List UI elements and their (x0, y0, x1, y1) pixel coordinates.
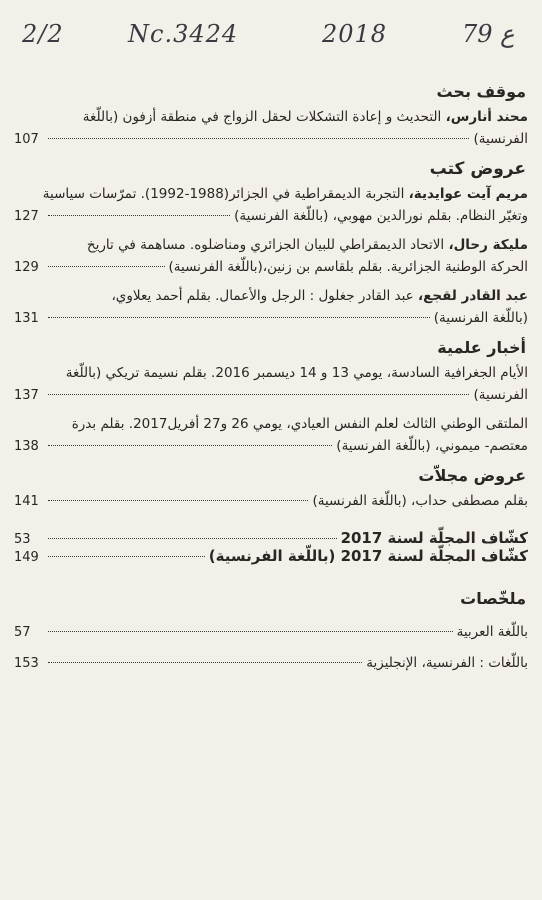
page-number: 137 (14, 388, 39, 403)
entry-line-1 (14, 234, 528, 256)
summary-entry (14, 652, 528, 675)
toc-entry (14, 285, 528, 330)
entry-title-cont: (باللّغة الفرنسية) (433, 310, 528, 326)
page-number: 131 (14, 311, 39, 326)
entry-line-1 (14, 285, 528, 307)
index-entry-title: كشّاف المجلّة لسنة 2017 (باللّغة الفرنسية) (208, 547, 528, 565)
table-of-contents (14, 80, 528, 675)
handwritten-year: 2018 (322, 20, 388, 48)
entry-line-2 (14, 490, 528, 513)
dot-leader (48, 215, 230, 216)
entry-author: مليكة رحال، (448, 237, 528, 253)
entry-line-2 (14, 205, 528, 228)
dot-leader (48, 662, 362, 663)
page-number: 107 (14, 132, 39, 147)
dot-leader (48, 556, 205, 557)
entry-line-1: الأيام الجغرافية السادسة، يومي 13 و 14 ديسمبر 2016. بقلم نسيمة تريكي (باللّغة (65, 365, 528, 381)
spacer (14, 565, 528, 587)
entry-title: عبد القادر جغلول : الرجل والأعمال. بقلم أحمد يعلاوي، (111, 288, 419, 304)
entry-line-1 (14, 106, 528, 128)
index-entry (14, 529, 528, 547)
dot-leader (48, 317, 430, 318)
handwritten-note-right: 79 ع (462, 20, 515, 48)
dot-leader (48, 538, 337, 539)
entry-line-2 (14, 435, 528, 458)
handwritten-reference: Nc.3424 (128, 20, 239, 48)
page-number: 53 (14, 532, 31, 547)
index-entry (14, 547, 528, 565)
section-research (14, 80, 528, 151)
entry-line-2 (14, 256, 528, 279)
section-title: عروض كتب (429, 159, 526, 179)
dot-leader (48, 394, 469, 395)
entry-title: التجربة الديمقراطية في الجزائر(1988-1992). تمرّسات سياسية (42, 186, 409, 202)
page-number: 129 (14, 260, 39, 275)
summary-entry-title: باللّغات : الفرنسية، الإنجليزية (366, 655, 528, 671)
section-book-reviews (14, 157, 528, 330)
dot-leader (48, 266, 165, 267)
page-number: 149 (14, 550, 39, 565)
entry-author: مريم آيت عوايدية، (408, 186, 528, 202)
index-entry-title: كشّاف المجلّة لسنة 2017 (340, 529, 528, 547)
page-number: 141 (14, 494, 39, 509)
entry-line-1: الملتقى الوطني الثالث لعلم النفس العيادي، يومي 26 و27 أفريل2017. بقلم بدرة (71, 416, 528, 432)
entry-title-cont: وتغيّر النظام. بقلم نورالدين مهوبي، (باللّغة الفرنسية) (234, 208, 528, 224)
dot-leader (48, 138, 469, 139)
entry-title: الاتحاد الديمقراطي للبيان الجزائري ومناضلوه. مساهمة في تاريخ (86, 237, 449, 253)
entry-line-2 (14, 307, 528, 330)
section-scientific-news (14, 336, 528, 458)
page-number: 57 (14, 625, 31, 640)
toc-entry (14, 362, 528, 407)
dot-leader (48, 445, 332, 446)
page-number: 138 (14, 439, 39, 454)
toc-entry (14, 106, 528, 151)
section-title: أخبار علمية (437, 338, 526, 357)
entry-title-cont: بقلم مصطفى حداب، (باللّغة الفرنسية) (312, 493, 528, 509)
section-title: ملخّصات (460, 589, 526, 608)
page-number: 127 (14, 209, 39, 224)
toc-entry (14, 183, 528, 228)
entry-author: عبد القادر لقجع، (418, 288, 528, 304)
dot-leader (48, 500, 308, 501)
entry-line-2 (14, 128, 528, 151)
entry-author: محند أنارس، (445, 109, 528, 125)
spacer (14, 611, 528, 621)
entry-title: التحديث و إعادة التشكلات لحقل الزواج في منطقة أزفون (باللّغة (82, 109, 446, 125)
summary-entry (14, 621, 528, 644)
section-title: عروض مجلاّت (418, 466, 526, 485)
section-journal-reviews (14, 464, 528, 513)
page-number: 153 (14, 656, 39, 671)
dot-leader (48, 631, 453, 632)
entry-title-cont: الحركة الوطنية الجزائرية. بقلم بلقاسم بن زنين،(باللّغة الفرنسية) (168, 259, 528, 275)
entry-title-cont: الفرنسية) (473, 131, 528, 147)
toc-entry (14, 234, 528, 279)
section-summaries (14, 587, 528, 675)
spacer (14, 519, 528, 529)
entry-line-2 (14, 384, 528, 407)
toc-entry (14, 413, 528, 458)
section-index (14, 529, 528, 565)
entry-title-cont: معتصم- ميموني، (باللّغة الفرنسية) (336, 438, 528, 454)
handwritten-note-left: 2/2 (22, 20, 64, 48)
entry-line-1 (14, 183, 528, 205)
toc-entry (14, 490, 528, 513)
summary-entry-title: باللّغة العربية (456, 624, 528, 640)
section-title: موقف بحث (436, 82, 526, 101)
entry-title-cont: الفرنسية) (473, 387, 528, 403)
